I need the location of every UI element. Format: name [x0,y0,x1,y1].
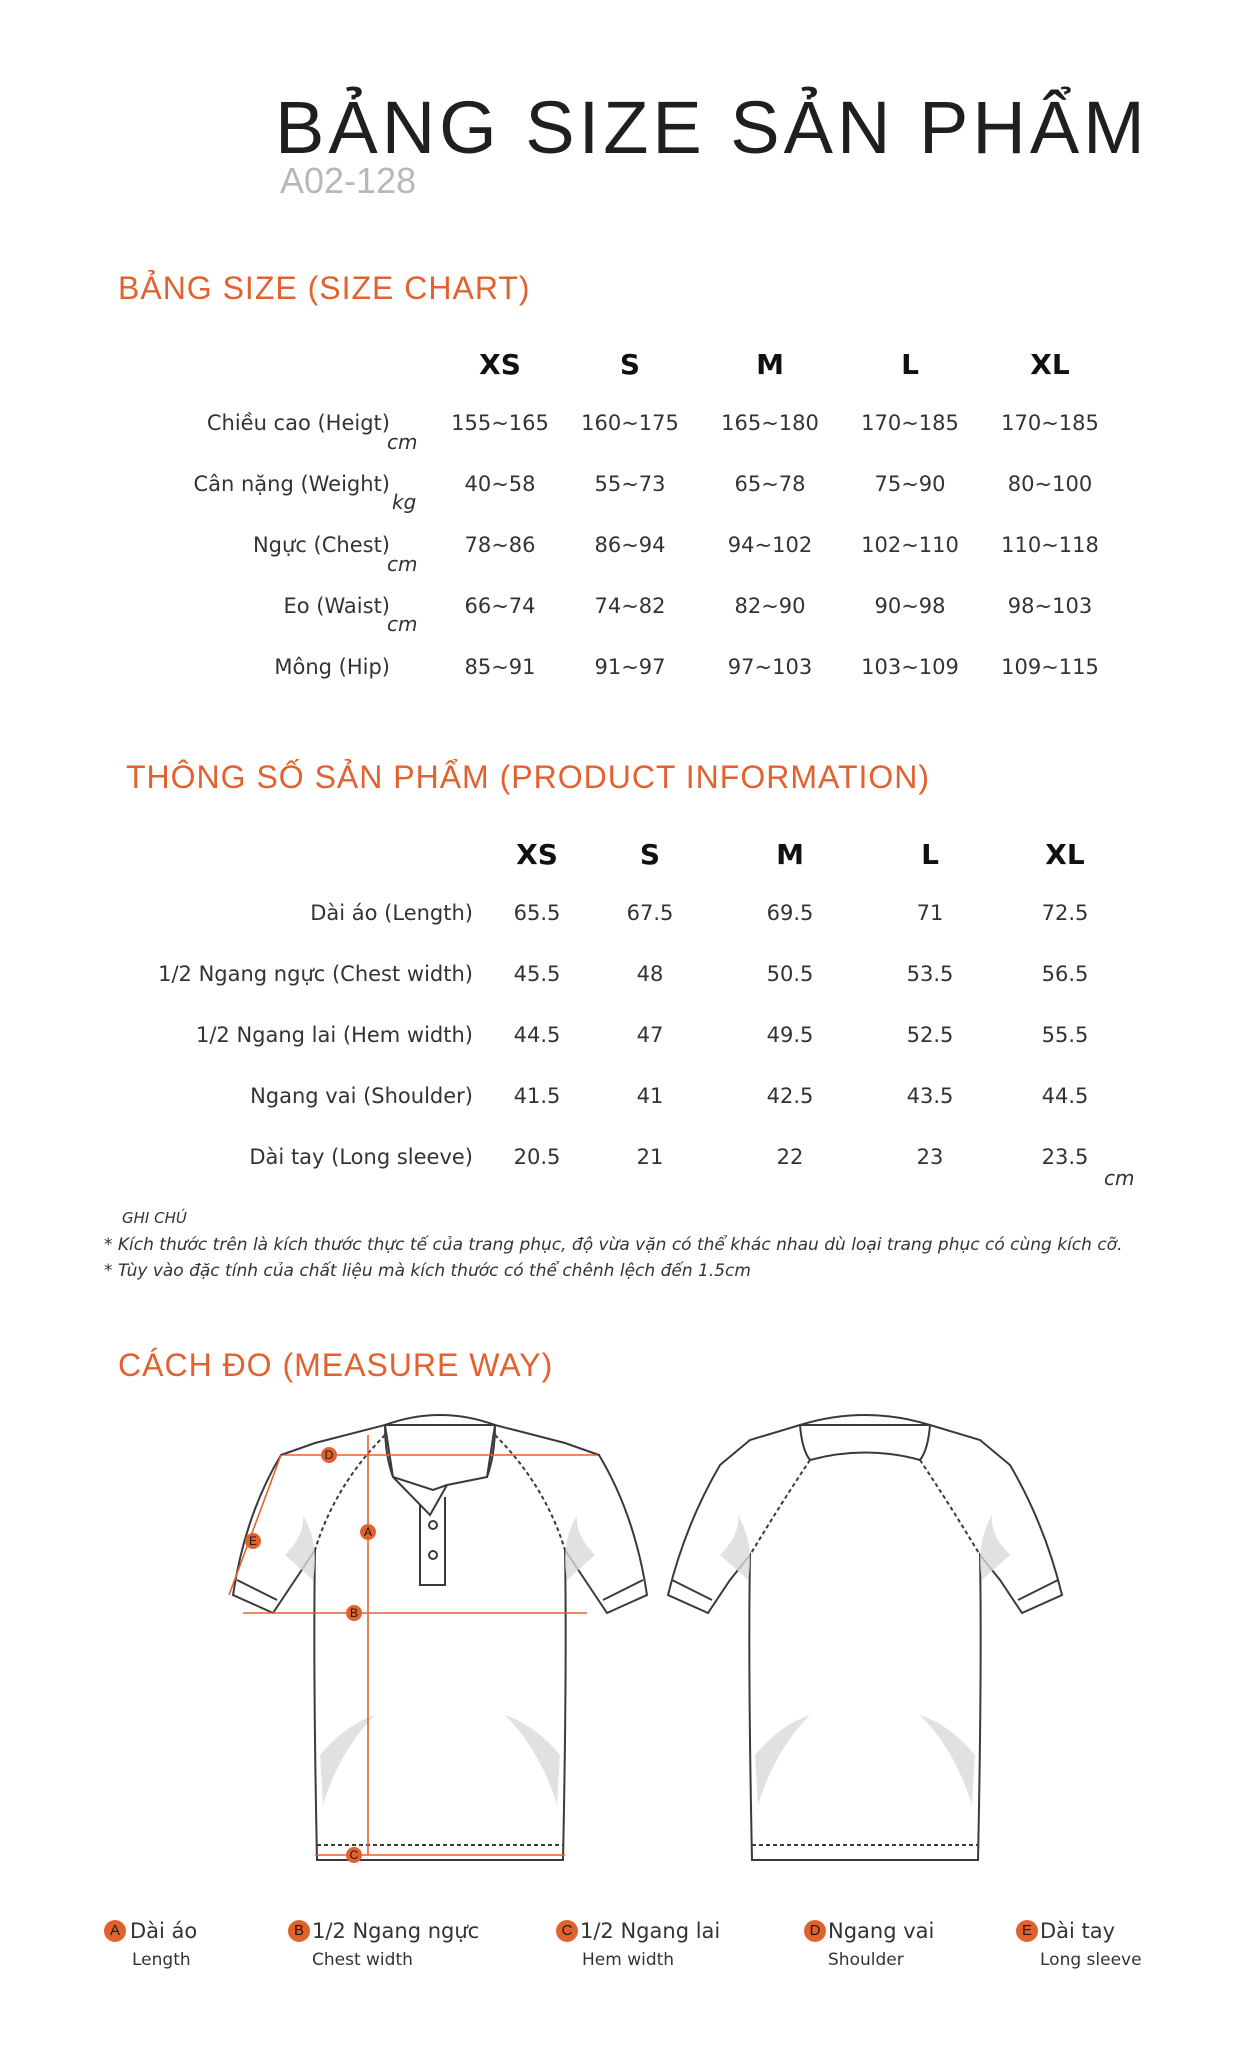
product-header-xl: XL [1045,838,1085,871]
size-chart-heading: BẢNG SIZE (SIZE CHART) [118,270,531,306]
product-row-label: 1/2 Ngang ngực (Chest width) [158,962,473,986]
size-cell: 90~98 [874,594,946,618]
legend-b-label: 1/2 Ngang ngực [312,1919,480,1943]
size-cell: 85~91 [464,655,536,679]
product-cell: 53.5 [906,962,954,986]
svg-text:D: D [324,1448,334,1462]
page-title: BẢNG SIZE SẢN PHẨM [275,86,1149,169]
shirt-front-illustration [225,1405,675,1870]
legend-d-badge: D [804,1920,826,1942]
product-cell: 21 [636,1145,664,1169]
legend-e-label: Dài tay [1040,1919,1116,1943]
size-row-unit: cm [387,552,418,576]
product-cell: 56.5 [1041,962,1089,986]
legend-c-badge: C [556,1920,578,1942]
size-cell: 86~94 [594,533,666,557]
product-cell: 71 [916,901,944,925]
size-chart-header-xs: XS [479,348,521,381]
product-cell: 55.5 [1041,1023,1089,1047]
legend-a-label: Dài áo [130,1919,198,1943]
size-cell: 40~58 [464,472,536,496]
product-cell: 50.5 [766,962,814,986]
product-cell: 65.5 [513,901,561,925]
product-cell: 52.5 [906,1023,954,1047]
legend-c-label: 1/2 Ngang lai [580,1919,721,1943]
size-cell: 91~97 [594,655,666,679]
size-cell: 66~74 [464,594,536,618]
product-code: A02-128 [280,160,417,201]
size-cell: 80~100 [1007,472,1093,496]
product-cell: 47 [636,1023,664,1047]
size-cell: 170~185 [861,411,959,435]
size-cell: 155~165 [451,411,549,435]
product-cell: 23 [916,1145,944,1169]
product-row-label: 1/2 Ngang lai (Hem width) [195,1023,473,1047]
size-row-label: Mông (Hip) [274,655,390,679]
product-cell: 67.5 [626,901,674,925]
size-row-label: Eo (Waist) [283,594,390,618]
size-cell: 165~180 [721,411,819,435]
size-cell: 74~82 [594,594,666,618]
legend-e-sub: Long sleeve [1040,1950,1142,1970]
size-chart-header-m: M [756,348,784,381]
note-line: * Tùy vào đặc tính của chất liệu mà kích thước có thể chênh lệch đến 1.5cm [104,1261,751,1281]
size-cell: 102~110 [861,533,959,557]
product-cell: 22 [776,1145,804,1169]
size-chart-header-l: L [901,348,919,381]
product-cell: 72.5 [1041,901,1089,925]
measure-heading: CÁCH ĐO (MEASURE WAY) [118,1347,554,1383]
product-header-xs: XS [516,838,558,871]
product-cell: 45.5 [513,962,561,986]
size-cell: 82~90 [734,594,806,618]
product-row-label: Dài áo (Length) [310,901,473,925]
legend-a-sub: Length [132,1950,191,1970]
size-chart-header-xl: XL [1030,348,1070,381]
legend-b-badge: B [288,1920,310,1942]
product-cell: 43.5 [906,1084,954,1108]
size-cell: 78~86 [464,533,536,557]
svg-text:C: C [349,1848,359,1862]
size-cell: 55~73 [594,472,666,496]
size-cell: 170~185 [1001,411,1099,435]
product-header-l: L [921,838,939,871]
size-cell: 160~175 [581,411,679,435]
legend-b-sub: Chest width [312,1950,413,1970]
product-cell: 20.5 [513,1145,561,1169]
legend-d-label: Ngang vai [828,1919,935,1943]
product-row-label: Ngang vai (Shoulder) [250,1084,473,1108]
size-cell: 75~90 [874,472,946,496]
product-cell: 44.5 [513,1023,561,1047]
product-cell: 42.5 [766,1084,814,1108]
note-line: * Kích thước trên là kích thước thực tế của trang phục, độ vừa vặn có thể khác nhau dù loại trang phục có cùng kích cỡ. [104,1235,1123,1255]
svg-text:B: B [349,1606,359,1620]
size-row-unit: cm [387,612,418,636]
product-info-heading: THÔNG SỐ SẢN PHẨM (PRODUCT INFORMATION) [126,759,931,795]
svg-text:E: E [248,1534,258,1548]
product-header-s: S [639,838,661,871]
product-cell: 41 [636,1084,664,1108]
product-cell: 23.5 [1041,1145,1089,1169]
size-row-label: Chiều cao (Heigt) [206,411,390,435]
product-row-label: Dài tay (Long sleeve) [249,1145,473,1169]
size-row-unit: kg [392,490,417,514]
size-chart-header-s: S [619,348,641,381]
product-cell: 48 [636,962,664,986]
legend-d-sub: Shoulder [828,1950,904,1970]
size-row-label: Cân nặng (Weight) [193,472,390,496]
product-header-m: M [776,838,804,871]
shirt-back-illustration [660,1405,1070,1870]
notes-title: GHI CHÚ [122,1209,187,1227]
svg-text:A: A [363,1525,373,1539]
size-cell: 97~103 [727,655,813,679]
product-cell: 41.5 [513,1084,561,1108]
size-cell: 103~109 [861,655,959,679]
size-cell: 98~103 [1007,594,1093,618]
size-cell: 110~118 [1001,533,1099,557]
product-cell: 44.5 [1041,1084,1089,1108]
product-unit: cm [1104,1166,1135,1190]
product-cell: 49.5 [766,1023,814,1047]
size-cell: 65~78 [734,472,806,496]
size-row-unit: cm [387,430,418,454]
product-cell: 69.5 [766,901,814,925]
legend-a-badge: A [104,1920,126,1942]
size-cell: 94~102 [727,533,813,557]
legend-e-badge: E [1016,1920,1038,1942]
legend-c-sub: Hem width [582,1950,675,1970]
size-row-label: Ngực (Chest) [252,533,390,557]
size-cell: 109~115 [1001,655,1099,679]
